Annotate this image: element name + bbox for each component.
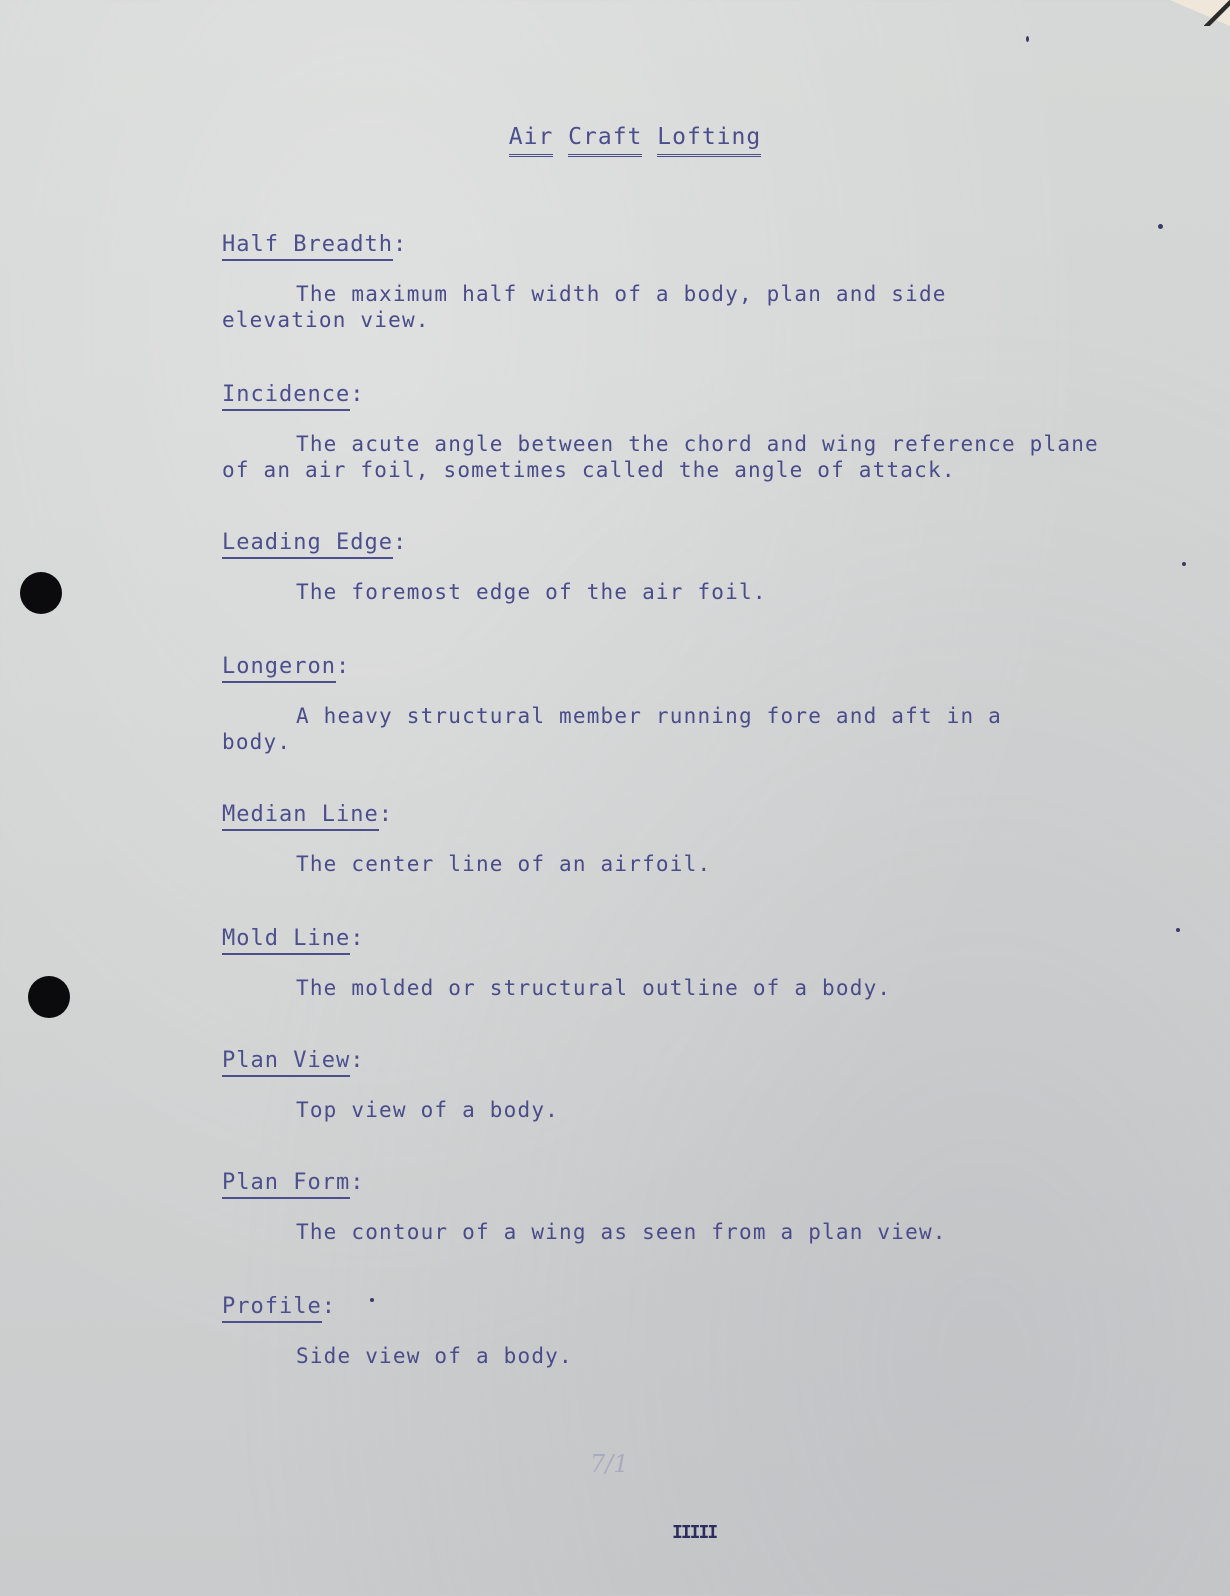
glossary-entry: [222, 530, 1122, 605]
glossary-definition: The acute angle between the chord and wing reference plane of an air foil, sometimes called the angle of attack.: [222, 432, 1099, 482]
glossary-term: Longeron:: [222, 654, 1122, 679]
glossary-entry: [222, 926, 1122, 1001]
glossary-term: Incidence:: [222, 382, 1122, 407]
glossary-entry: [222, 1048, 1122, 1123]
document-title: [0, 124, 1230, 150]
punch-hole-lower: [28, 976, 70, 1018]
corner-edge: [1204, 0, 1230, 26]
glossary-definition: Top view of a body.: [296, 1098, 560, 1122]
ink-speck: [370, 1298, 374, 1302]
glossary-term: Mold Line:: [222, 926, 1122, 951]
title-word: Craft: [568, 124, 642, 157]
glossary-definition: The contour of a wing as seen from a plan view.: [296, 1220, 947, 1244]
glossary-definition: The molded or structural outline of a body.: [296, 976, 892, 1000]
glossary-entry: [222, 1294, 1122, 1369]
glossary-definition: The center line of an airfoil.: [296, 852, 712, 876]
ink-speck: [1158, 224, 1163, 229]
glossary-definition: The maximum half width of a body, plan and side elevation view.: [222, 282, 947, 332]
glossary-term: Half Breadth:: [222, 232, 1122, 257]
glossary-entry: [222, 802, 1122, 877]
ink-speck: [1026, 36, 1029, 42]
title-word: Lofting: [657, 124, 761, 157]
ink-speck: [1182, 562, 1186, 566]
glossary-entry: [222, 382, 1122, 483]
glossary-definition: Side view of a body.: [296, 1344, 573, 1368]
glossary-term: Median Line:: [222, 802, 1122, 827]
ink-speck: [1176, 928, 1180, 932]
glossary-definition: A heavy structural member running fore and aft in a body.: [222, 704, 1002, 754]
glossary-term: Profile:: [222, 1294, 1122, 1319]
glossary-entry: [222, 1170, 1122, 1245]
title-word: Air: [509, 124, 554, 157]
punch-hole-upper: [20, 572, 62, 614]
glossary-term: Plan Form:: [222, 1170, 1122, 1195]
glossary-entry: [222, 232, 1122, 333]
glossary-entry: [222, 654, 1122, 755]
pencil-note: 7/1: [590, 1450, 629, 1478]
glossary-term: Plan View:: [222, 1048, 1122, 1073]
glossary-term: Leading Edge:: [222, 530, 1122, 555]
glossary-definition: The foremost edge of the air foil.: [296, 580, 767, 604]
bottom-mark: IIIII: [672, 1522, 717, 1543]
